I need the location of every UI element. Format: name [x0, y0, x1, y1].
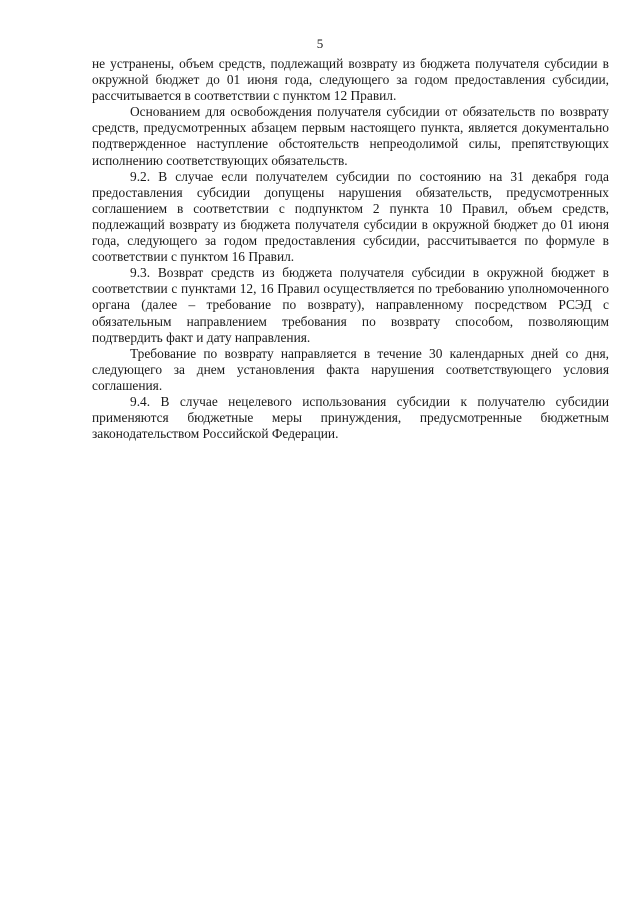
- document-body: [92, 56, 609, 442]
- paragraph-return-demand: Требование по возврату направляется в течение 30 календарных дней со дня, следующего за днем установления факта нарушения соответствующего условия соглашения.: [92, 345, 609, 393]
- paragraph-9-4: 9.4. В случае нецелевого использования субсидии к получателю субсидии применяются бюджетные меры принуждения, предусмотренные бюджетным законодательством Российской Федерации.: [92, 393, 609, 442]
- page-number: 5: [316, 36, 324, 51]
- paragraph-9-3: 9.3. Возврат средств из бюджета получателя субсидии в окружной бюджет в соответствии с пунктами 12, 16 Правил осуществляется по требованию уполномоченного органа (далее – требование по возврату), направленному посредством РСЭД с обязательным направлением требования по возврату способом, позволяющим подтвердить факт и дату направления.: [92, 265, 609, 345]
- paragraph-exemption-basis: Основанием для освобождения получателя субсидии от обязательств по возврату средств, предусмотренных абзацем первым настоящего пункта, является документально подтвержденное наступление обстоятельств непреодолимой силы, препятствующих исполнению соответствующих обязательств.: [92, 104, 609, 168]
- paragraph-9-2: 9.2. В случае если получателем субсидии по состоянию на 31 декабря года предоставления субсидии допущены нарушения обязательств, предусмотренных соглашением в соответствии с подпунктом 2 пункта 10 Правил, объем средств, подлежащий возврату из бюджета получателя субсидии в окружной бюджет до 01 июня года, следующего за годом предоставления субсидии, рассчитывается по формуле в соответствии с пунктом 16 Правил.: [92, 168, 609, 265]
- paragraph-continuation: не устранены, объем средств, подлежащий возврату из бюджета получателя субсидии в окружной бюджет до 01 июня года, следующего за годом предоставления субсидии, рассчитывается в соответствии с пунктом 12 Правил.: [92, 56, 609, 104]
